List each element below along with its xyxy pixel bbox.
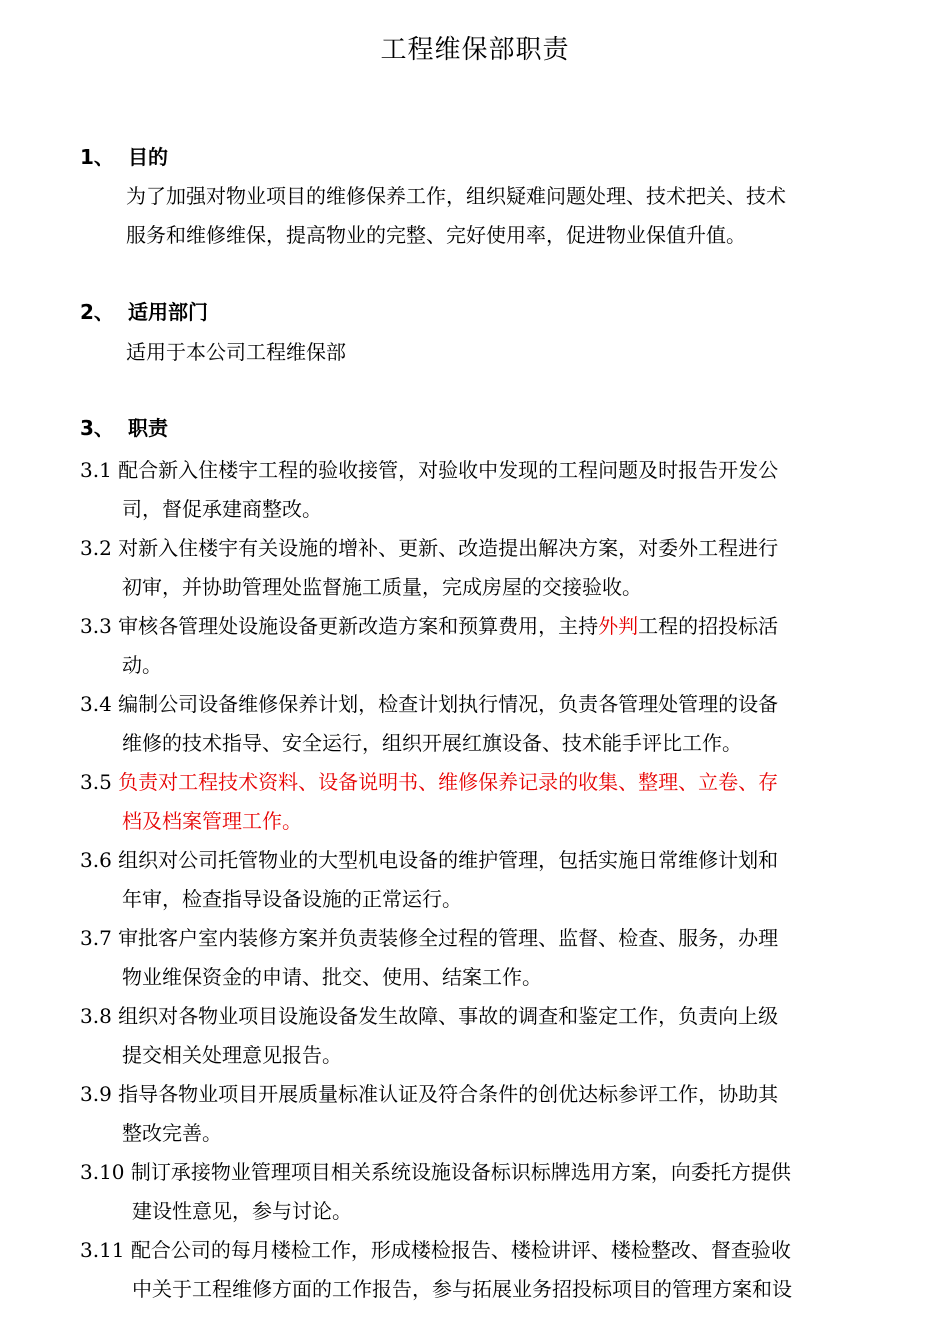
duty-line: 3.7 审批客户室内装修方案并负责装修全过程的管理、监督、检查、服务，办理 [80, 926, 779, 950]
section-title: 职责 [128, 416, 168, 440]
duty-line: 动。 [122, 653, 162, 677]
duty-line: 3.8 组织对各物业项目设施设备发生故障、事故的调查和鉴定工作，负责向上级 [80, 1004, 779, 1028]
section-2-paragraph [126, 333, 868, 372]
duty-item-3-10 [80, 1153, 868, 1231]
duty-line: 司，督促承建商整改。 [122, 497, 322, 521]
duty-line: 建设性意见，参与讨论。 [132, 1199, 352, 1223]
duty-line: 维修的技术指导、安全运行，组织开展红旗设备、技术能手评比工作。 [122, 731, 742, 755]
paragraph-line: 服务和维修维保，提高物业的完整、完好使用率，促进物业保值升值。 [126, 223, 746, 247]
section-1-heading [80, 142, 168, 172]
duty-line: 提交相关处理意见报告。 [122, 1043, 342, 1067]
paragraph-line: 适用于本公司工程维保部 [126, 340, 346, 364]
highlighted-text: 外判 [598, 614, 639, 638]
paragraph-line: 为了加强对物业项目的维修保养工作，组织疑难问题处理、技术把关、技术 [126, 184, 786, 208]
section-title: 目的 [128, 145, 168, 169]
duty-line: 3.1 配合新入住楼宇工程的验收接管，对验收中发现的工程问题及时报告开发公 [80, 458, 779, 482]
duty-line: 3.4 编制公司设备维修保养计划，检查计划执行情况，负责各管理处管理的设备 [80, 692, 779, 716]
highlighted-text: 负责对工程技术资料、设备说明书、维修保养记录的收集、整理、立卷、存 [118, 770, 779, 794]
duty-line: 3.10 制订承接物业管理项目相关系统设施设备标识标牌选用方案，向委托方提供 [80, 1160, 791, 1184]
section-number: 1、 [80, 145, 114, 169]
section-number: 2、 [80, 300, 114, 324]
section-1-paragraph [126, 177, 868, 255]
highlighted-duty-line: 档及档案管理工作。 [122, 809, 302, 833]
duty-line: 中关于工程维修方面的工作报告，参与拓展业务招投标项目的管理方案和设 [132, 1277, 792, 1301]
duty-item-3-6 [80, 841, 868, 919]
duty-line: 3.9 指导各物业项目开展质量标准认证及符合条件的创优达标参评工作，协助其 [80, 1082, 779, 1106]
duty-item-3-9 [80, 1075, 868, 1153]
duty-item-3-2 [80, 529, 868, 607]
duty-line: 3.11 配合公司的每月楼检工作，形成楼检报告、楼检讲评、楼检整改、督查验收 [80, 1238, 791, 1262]
section-3-heading [80, 413, 168, 443]
document-title: 工程维保部职责 [380, 35, 570, 65]
duty-text: 3.5 [80, 770, 119, 794]
duty-line [80, 607, 868, 646]
duty-line: 年审，检查指导设备设施的正常运行。 [122, 887, 462, 911]
duty-item-3-4 [80, 685, 868, 763]
duty-item-3-3 [80, 607, 868, 685]
duty-item-3-7 [80, 919, 868, 997]
duty-line: 初审，并协助管理处监督施工质量，完成房屋的交接验收。 [122, 575, 642, 599]
section-title: 适用部门 [128, 300, 208, 324]
duty-item-3-11 [80, 1231, 868, 1309]
duty-item-3-1 [80, 451, 868, 529]
duty-line: 整改完善。 [122, 1121, 222, 1145]
duty-line: 3.6 组织对公司托管物业的大型机电设备的维护管理，包括实施日常维修计划和 [80, 848, 779, 872]
duty-line: 3.2 对新入住楼宇有关设施的增补、更新、改造提出解决方案，对委外工程进行 [80, 536, 779, 560]
duty-item-3-8 [80, 997, 868, 1075]
section-number: 3、 [80, 416, 114, 440]
duty-line [80, 763, 868, 802]
duty-item-3-5 [80, 763, 868, 841]
duty-text: 3.3 审核各管理处设施设备更新改造方案和预算费用，主持 [80, 614, 599, 638]
section-2-heading [80, 297, 208, 327]
duty-line: 物业维保资金的申请、批交、使用、结案工作。 [122, 965, 542, 989]
duty-text: 工程的招投标活 [638, 614, 779, 638]
